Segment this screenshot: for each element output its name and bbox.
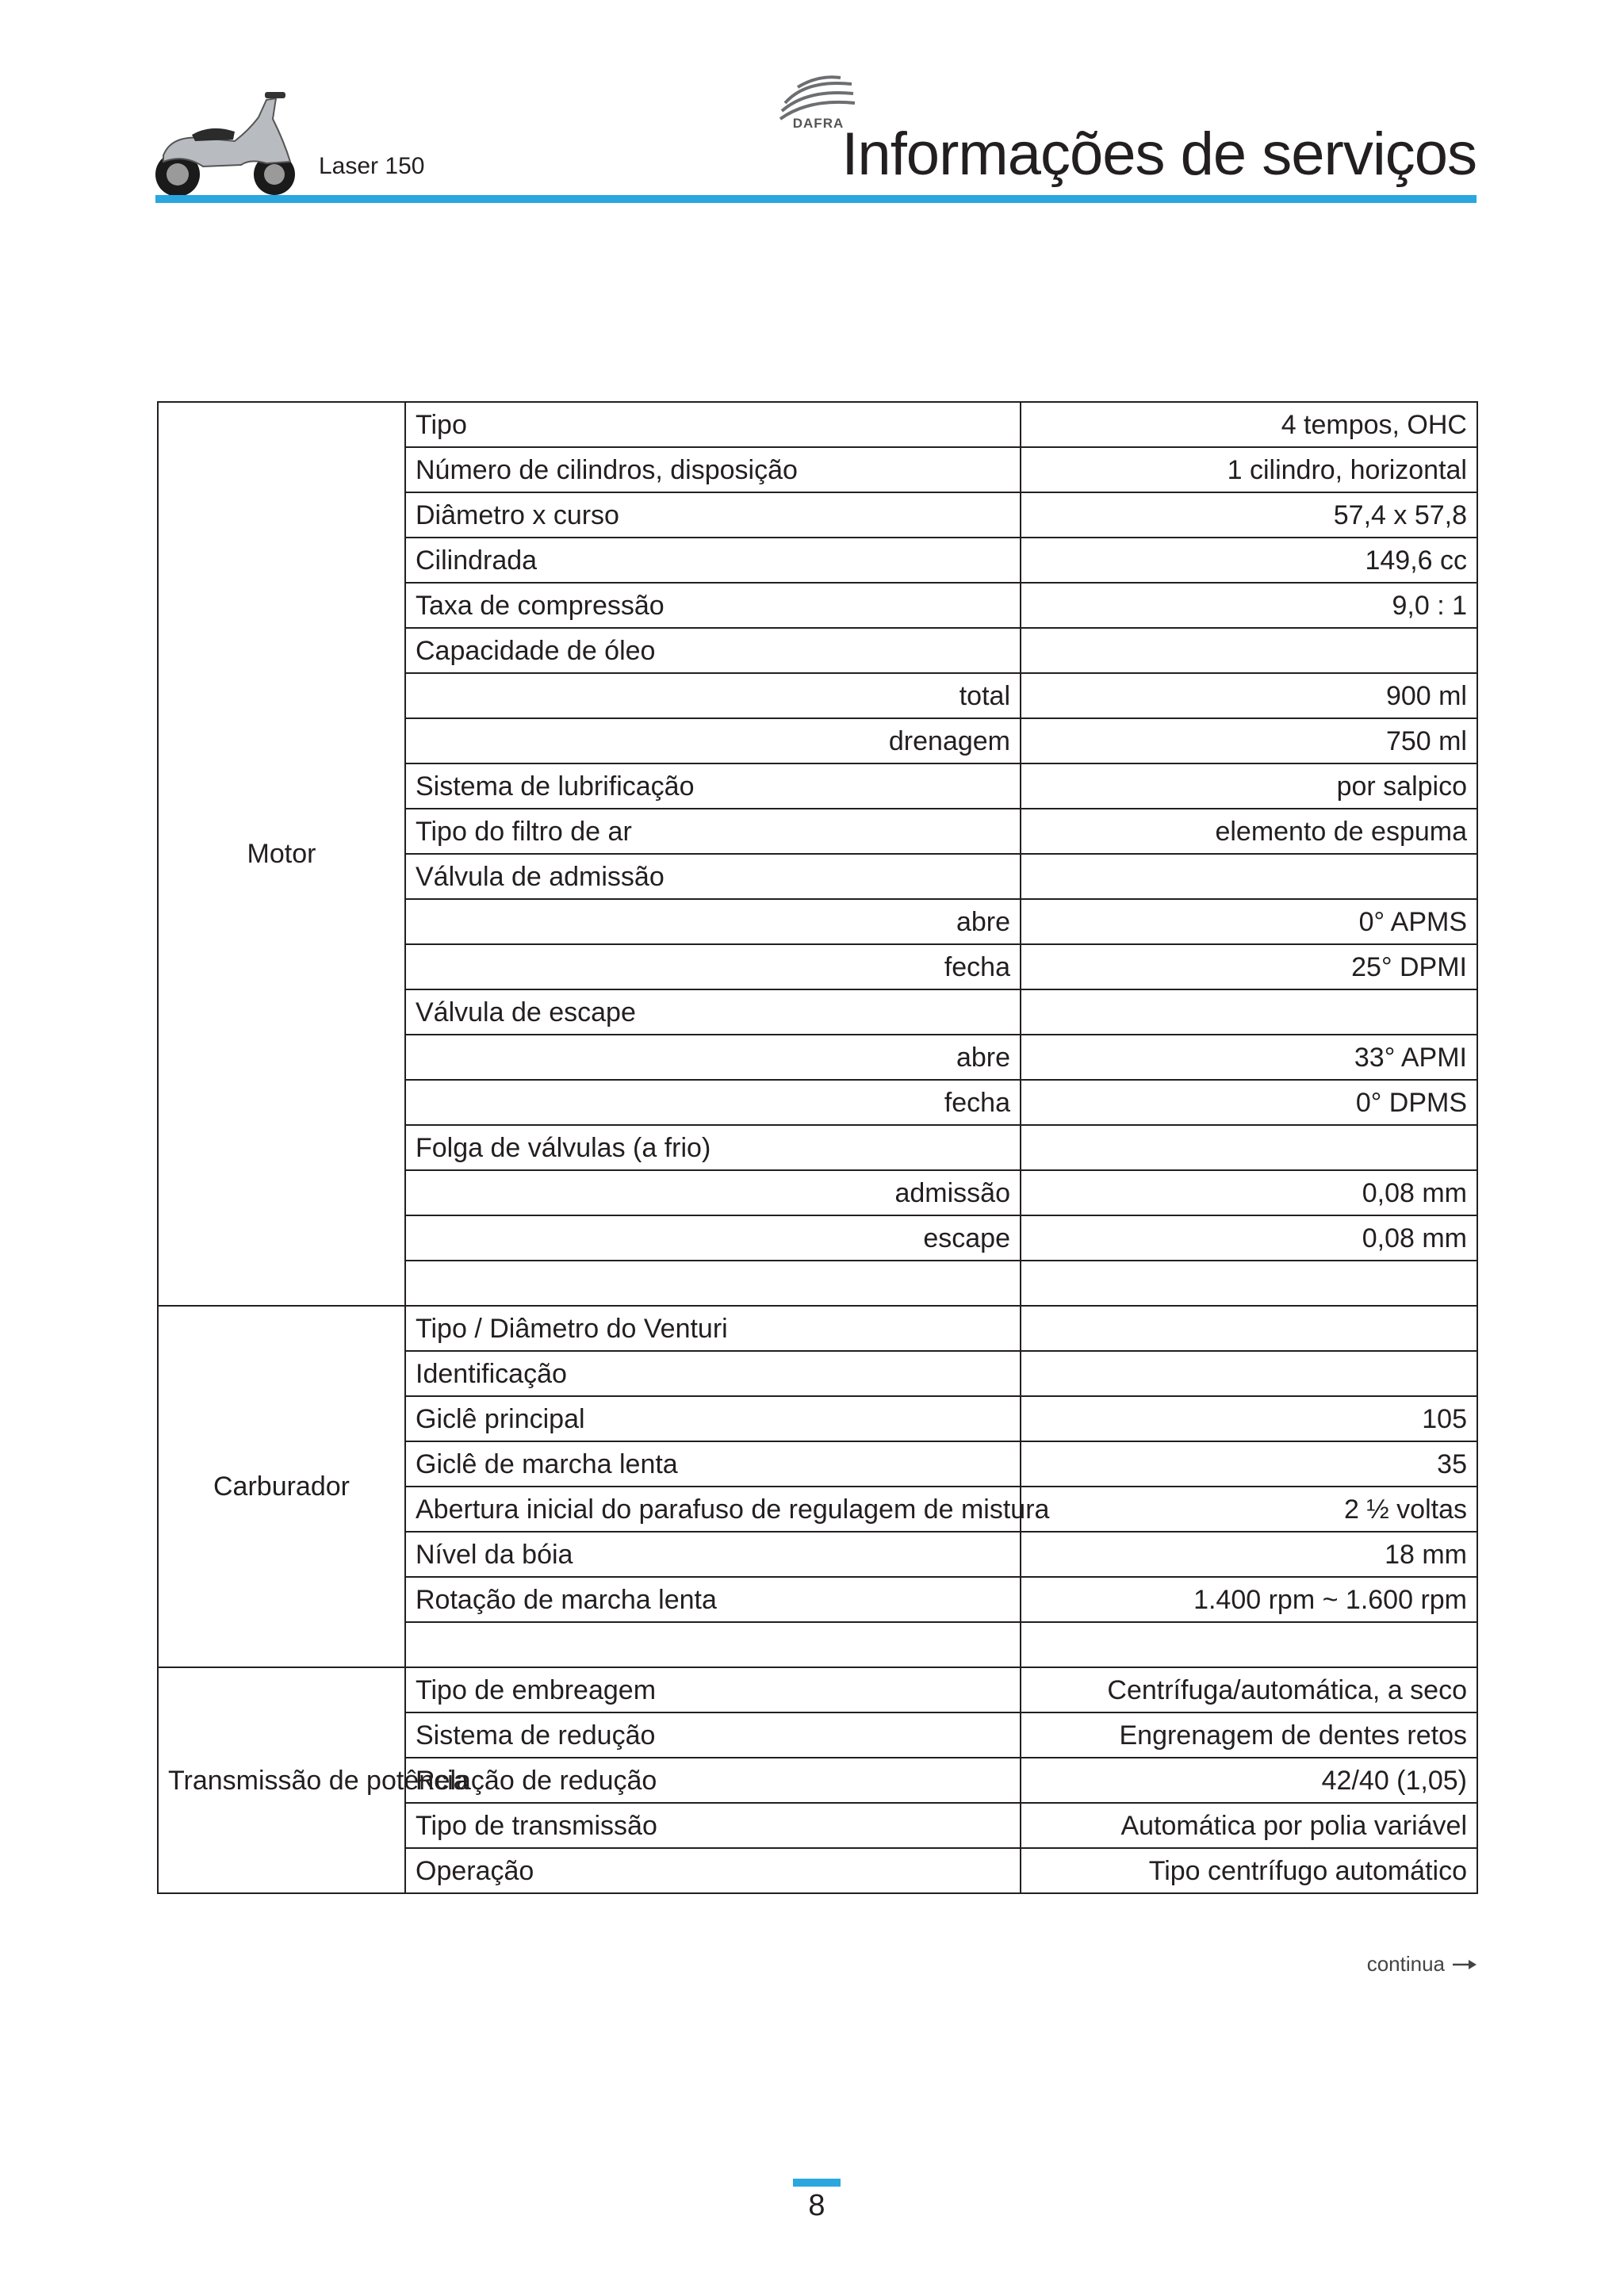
spec-value: Engrenagem de dentes retos [1021,1712,1477,1758]
spec-value: 0° DPMS [1021,1080,1477,1125]
spec-label: Tipo / Diâmetro do Venturi [405,1306,1021,1351]
spec-value: Centrífuga/automática, a seco [1021,1667,1477,1712]
spec-value: Automática por polia variável [1021,1803,1477,1848]
spec-label: Rotação de marcha lenta [405,1577,1021,1622]
spec-label: Giclê principal [405,1396,1021,1441]
spec-value: 900 ml [1021,673,1477,718]
spec-label: Válvula de escape [405,989,1021,1035]
spec-label: Capacidade de óleo [405,628,1021,673]
spec-label: admissão [405,1170,1021,1215]
continued-note [1367,1952,1477,1976]
header-rule [155,195,1477,203]
spec-row [158,402,1477,447]
spec-value [1021,854,1477,899]
spec-value [1021,1351,1477,1396]
spec-value: Tipo centrífugo automático [1021,1848,1477,1893]
spec-label: Sistema de redução [405,1712,1021,1758]
spec-label: Tipo de embreagem [405,1667,1021,1712]
spec-label: total [405,673,1021,718]
spec-row [158,1667,1477,1712]
arrow-right-icon [1453,1958,1477,1971]
spec-label: Taxa de compressão [405,583,1021,628]
spec-label: Válvula de admissão [405,854,1021,899]
section-label: Motor [158,402,405,1306]
spec-label: Relação de redução [405,1758,1021,1803]
spec-label: Número de cilindros, disposição [405,447,1021,492]
page-number: 8 [808,2189,825,2222]
spec-label: Cilindrada [405,538,1021,583]
spec-label: Tipo [405,402,1021,447]
spec-label [405,1261,1021,1306]
spec-value: 35 [1021,1441,1477,1487]
spec-label: Abertura inicial do parafuso de regulagem de mistura [405,1487,1021,1532]
scooter-image [147,86,306,201]
spec-value: 750 ml [1021,718,1477,763]
section-label: Carburador [158,1306,405,1667]
spec-label: Nível da bóia [405,1532,1021,1577]
spec-value: 33° APMI [1021,1035,1477,1080]
spec-value: 9,0 : 1 [1021,583,1477,628]
spec-row [158,1306,1477,1351]
spec-value [1021,989,1477,1035]
spec-label: Diâmetro x curso [405,492,1021,538]
spec-label: abre [405,899,1021,944]
page-title: Informações de serviços [841,121,1477,188]
spec-value: 149,6 cc [1021,538,1477,583]
spec-label: fecha [405,944,1021,989]
spec-value: 18 mm [1021,1532,1477,1577]
spec-label: Sistema de lubrificação [405,763,1021,809]
spec-value: 105 [1021,1396,1477,1441]
spec-label: Identificação [405,1351,1021,1396]
footer-accent-bar [793,2179,841,2187]
spec-label: Operação [405,1848,1021,1893]
spec-value: 0° APMS [1021,899,1477,944]
model-name: Laser 150 [319,153,425,179]
spec-label: abre [405,1035,1021,1080]
specifications-table [157,401,1478,1894]
spec-value [1021,1125,1477,1170]
spec-value [1021,1306,1477,1351]
spec-value: 1.400 rpm ~ 1.600 rpm [1021,1577,1477,1622]
spec-value: 57,4 x 57,8 [1021,492,1477,538]
spec-value: 1 cilindro, horizontal [1021,447,1477,492]
spec-value: 0,08 mm [1021,1215,1477,1261]
spec-value: 4 tempos, OHC [1021,402,1477,447]
spec-label: fecha [405,1080,1021,1125]
spec-label: Giclê de marcha lenta [405,1441,1021,1487]
spec-label: drenagem [405,718,1021,763]
spec-value [1021,1622,1477,1667]
spec-label [405,1622,1021,1667]
specifications-body [158,402,1477,1893]
continued-label: continua [1366,1952,1445,1976]
section-label: Transmissão de potência [158,1667,405,1893]
spec-label: Tipo de transmissão [405,1803,1021,1848]
spec-value: 42/40 (1,05) [1021,1758,1477,1803]
spec-label: Folga de válvulas (a frio) [405,1125,1021,1170]
spec-value [1021,628,1477,673]
spec-value: elemento de espuma [1021,809,1477,854]
spec-value: 25° DPMI [1021,944,1477,989]
spec-label: Tipo do filtro de ar [405,809,1021,854]
spec-label: escape [405,1215,1021,1261]
spec-value: 2 ½ voltas [1021,1487,1477,1532]
spec-value: 0,08 mm [1021,1170,1477,1215]
brand-logo-text: DAFRA [792,116,845,131]
page-header [0,0,1624,206]
spec-value: por salpico [1021,763,1477,809]
spec-value [1021,1261,1477,1306]
